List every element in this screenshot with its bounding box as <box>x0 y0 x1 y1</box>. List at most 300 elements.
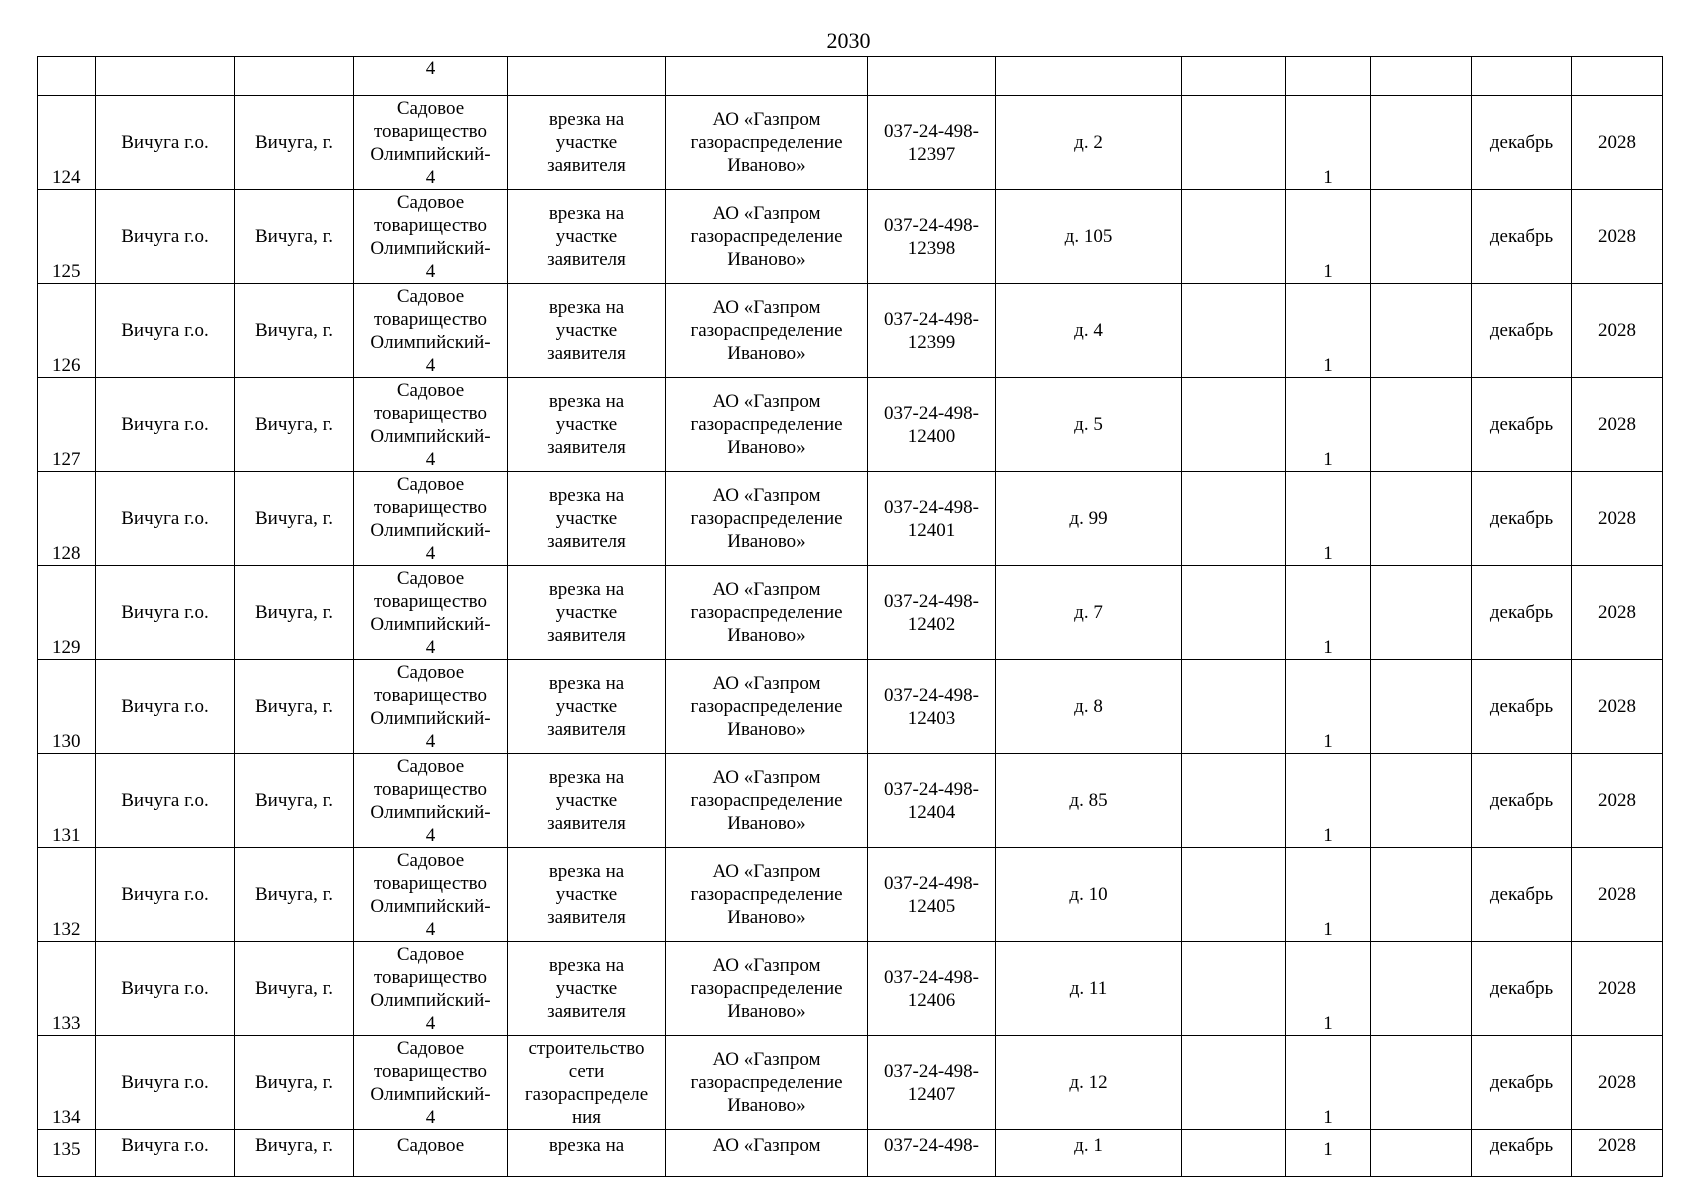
cell-year <box>1572 472 1663 566</box>
cell-year-text: 2028 <box>1598 696 1636 717</box>
cell-work <box>508 472 666 566</box>
cell-work <box>508 848 666 942</box>
cell-settlement-line: Садовое <box>396 755 465 777</box>
cell-qty-text: 1 <box>1323 919 1333 940</box>
cell-code <box>868 660 996 754</box>
cell-work-line: врезка на <box>548 109 625 130</box>
cell-year <box>1572 1130 1663 1177</box>
cell-house-text: д. 10 <box>1069 884 1108 905</box>
cell-settlement <box>354 472 508 566</box>
cell-org-line: газораспределение <box>690 884 843 905</box>
cell-empty-a <box>1182 1036 1286 1130</box>
cell-settlement-line: Садовое <box>396 849 465 871</box>
cell-work-line: врезка на <box>548 391 625 412</box>
register-table <box>37 56 1663 1177</box>
cell-org-line: АО «Газпром <box>712 1049 821 1070</box>
cell-city-text: Вичуга, г. <box>254 978 334 999</box>
cell-org-line: Иваново» <box>727 907 806 928</box>
cell-settlement-line: товарищество <box>374 778 487 800</box>
cell-empty-a <box>1182 660 1286 754</box>
cell-settlement-line: Садовое <box>396 567 465 589</box>
cell-house <box>996 848 1182 942</box>
cell-settlement-line: 4 <box>425 730 436 752</box>
cell-district-text: Вичуга г.о. <box>121 1135 209 1156</box>
cell-settlement-line: 4 <box>425 636 436 658</box>
cell-district <box>96 1130 235 1177</box>
cell-settlement-line: Олимпийский- <box>370 143 491 165</box>
cell-district <box>96 1036 235 1130</box>
cell-settlement-line: Олимпийский- <box>370 237 491 259</box>
cell-settlement <box>354 566 508 660</box>
cell-code <box>868 754 996 848</box>
table-row <box>38 566 1663 660</box>
cell-settlement <box>354 190 508 284</box>
cell-org-line: Иваново» <box>727 437 806 458</box>
cell-city <box>235 660 354 754</box>
cell-house-text: д. 2 <box>1074 132 1103 153</box>
cell-settlement <box>354 57 508 96</box>
cell-work-line: врезка на <box>548 767 625 788</box>
cell-house-text: д. 12 <box>1069 1072 1108 1093</box>
cell-work-line: участке <box>555 508 618 529</box>
cell-house <box>996 190 1182 284</box>
table-row <box>38 942 1663 1036</box>
cell-year <box>1572 942 1663 1036</box>
cell-month-text: декабрь <box>1489 696 1554 717</box>
cell-month-text: декабрь <box>1489 884 1554 905</box>
cell-month <box>1472 660 1572 754</box>
cell-city <box>235 942 354 1036</box>
cell-org-line: Иваново» <box>727 719 806 740</box>
cell-org <box>666 284 868 378</box>
cell-month <box>1472 1036 1572 1130</box>
cell-org-line: газораспределение <box>690 414 843 435</box>
cell-empty-b <box>1371 1036 1472 1130</box>
cell-settlement-line: 4 <box>425 1012 436 1034</box>
cell-num-text: 132 <box>52 919 81 940</box>
cell-district-text: Вичуга г.о. <box>121 226 209 247</box>
cell-org-line: Иваново» <box>727 625 806 646</box>
cell-code-line: 037-24-498- <box>884 684 979 706</box>
cell-district <box>96 284 235 378</box>
cell-work-line: участке <box>555 884 618 905</box>
cell-num <box>38 190 96 284</box>
cell-settlement-line: Садовое <box>396 191 465 213</box>
cell-year-text: 2028 <box>1598 1135 1636 1156</box>
cell-empty-a <box>1182 566 1286 660</box>
cell-city-text: Вичуга, г. <box>254 884 334 905</box>
cell-num <box>38 1130 96 1177</box>
cell-org <box>666 660 868 754</box>
cell-code-line: 12402 <box>907 613 956 635</box>
cell-month-text: декабрь <box>1489 978 1554 999</box>
cell-settlement-line: Олимпийский- <box>370 707 491 729</box>
cell-settlement-line: товарищество <box>374 590 487 612</box>
cell-org-line: газораспределение <box>690 320 843 341</box>
cell-house-text: д. 11 <box>1069 978 1108 999</box>
cell-settlement-line: Садовое <box>396 285 465 307</box>
cell-city-text: Вичуга, г. <box>254 414 334 435</box>
cell-work-line: заявителя <box>547 813 626 834</box>
cell-district <box>96 942 235 1036</box>
cell-qty-text: 1 <box>1323 449 1333 470</box>
cell-year <box>1572 1036 1663 1130</box>
cell-district <box>96 472 235 566</box>
cell-org-line: газораспределение <box>690 602 843 623</box>
cell-month <box>1472 848 1572 942</box>
cell-settlement <box>354 754 508 848</box>
cell-work-line: заявителя <box>547 249 626 270</box>
cell-code <box>868 190 996 284</box>
cell-district <box>96 378 235 472</box>
cell-org-line: Иваново» <box>727 343 806 364</box>
cell-settlement-text: Садовое <box>396 1135 465 1156</box>
cell-num <box>38 754 96 848</box>
cell-settlement <box>354 848 508 942</box>
cell-num <box>38 378 96 472</box>
cell-district-text: Вичуга г.о. <box>121 1072 209 1093</box>
cell-house <box>996 96 1182 190</box>
cell-settlement-line: Садовое <box>396 379 465 401</box>
cell-month <box>1472 754 1572 848</box>
cell-code-line: 12397 <box>907 143 956 165</box>
table-row <box>38 378 1663 472</box>
cell-city <box>235 472 354 566</box>
table-body <box>38 57 1663 1177</box>
table-row <box>38 96 1663 190</box>
cell-work <box>508 1130 666 1177</box>
cell-empty-b <box>1371 472 1472 566</box>
cell-num-text: 124 <box>52 167 81 188</box>
table-row <box>38 1036 1663 1130</box>
cell-house <box>996 566 1182 660</box>
cell-qty <box>1286 1036 1371 1130</box>
cell-empty-a <box>1182 848 1286 942</box>
cell-num <box>38 96 96 190</box>
cell-settlement <box>354 1130 508 1177</box>
cell-empty-b <box>1371 96 1472 190</box>
cell-house <box>996 284 1182 378</box>
cell-empty-a <box>1182 190 1286 284</box>
cell-empty-b <box>1371 378 1472 472</box>
cell-settlement-line: Олимпийский- <box>370 331 491 353</box>
cell-settlement-line: 4 <box>425 824 436 846</box>
continuation-row <box>38 57 1663 96</box>
cell-settlement <box>354 284 508 378</box>
cell-district-text: Вичуга г.о. <box>121 602 209 623</box>
cell-code-line: 037-24-498- <box>884 214 979 236</box>
cell-empty-a <box>1182 472 1286 566</box>
cell-work-line: заявителя <box>547 155 626 176</box>
cell-work-line: заявителя <box>547 1001 626 1022</box>
cell-district-text: Вичуга г.о. <box>121 696 209 717</box>
cell-year-text: 2028 <box>1598 320 1636 341</box>
cell-num <box>38 660 96 754</box>
cell-settlement-line: Олимпийский- <box>370 1083 491 1105</box>
cell-work-line: врезка на <box>548 673 625 694</box>
cell-num-text: 134 <box>52 1107 81 1128</box>
cell-year <box>1572 660 1663 754</box>
cell-settlement-line: товарищество <box>374 308 487 330</box>
cell-code-line: 037-24-498- <box>884 496 979 518</box>
cell-city-text: Вичуга, г. <box>254 696 334 717</box>
cell-qty-text: 1 <box>1323 355 1333 376</box>
cell-house <box>996 660 1182 754</box>
cell-org-line: АО «Газпром <box>712 391 821 412</box>
cell-work-text: врезка на <box>548 1135 625 1156</box>
cell-org-line: АО «Газпром <box>712 203 821 224</box>
cell-district <box>96 660 235 754</box>
cell-district <box>96 190 235 284</box>
cell-settlement <box>354 378 508 472</box>
cell-month-text: декабрь <box>1489 226 1554 247</box>
cell-work-line: врезка на <box>548 297 625 318</box>
cell-org <box>666 754 868 848</box>
cell-settlement-line: товарищество <box>374 402 487 424</box>
cell-month-text: декабрь <box>1489 602 1554 623</box>
cell-org-line: Иваново» <box>727 1095 806 1116</box>
cell-code <box>868 848 996 942</box>
cell-num-text: 129 <box>52 637 81 658</box>
cell-org-line: газораспределение <box>690 790 843 811</box>
cell-house-text: д. 4 <box>1074 320 1103 341</box>
cell-year-text: 2028 <box>1598 602 1636 623</box>
cell-code <box>868 96 996 190</box>
cell-empty-a <box>1182 942 1286 1036</box>
cell-org-line: газораспределение <box>690 978 843 999</box>
cell-city <box>235 566 354 660</box>
cell-qty <box>1286 754 1371 848</box>
cell-org <box>666 190 868 284</box>
cell-work <box>508 96 666 190</box>
cell-num <box>38 472 96 566</box>
cell-district-text: Вичуга г.о. <box>121 508 209 529</box>
cell-work-line: строительство <box>528 1037 645 1059</box>
cell-city <box>235 284 354 378</box>
cell-month-text: декабрь <box>1489 1135 1554 1156</box>
cell-empty-b <box>1371 1130 1472 1177</box>
cell-qty-text: 1 <box>1323 731 1333 752</box>
cell-org-line: Иваново» <box>727 813 806 834</box>
cell-org-line: газораспределение <box>690 132 843 153</box>
cell-code-line: 12404 <box>907 801 956 823</box>
cell-settlement-line: Олимпийский- <box>370 519 491 541</box>
cell-year-text: 2028 <box>1598 508 1636 529</box>
cell-code-line: 037-24-498- <box>884 590 979 612</box>
cell-qty <box>1286 378 1371 472</box>
cell-settlement-line: 4 <box>425 918 436 940</box>
cell-district-text: Вичуга г.о. <box>121 978 209 999</box>
cell-org <box>666 57 868 96</box>
cell-house <box>996 57 1182 96</box>
cell-code <box>868 378 996 472</box>
cell-work <box>508 754 666 848</box>
cell-empty-b <box>1371 660 1472 754</box>
page-number: 2030 <box>826 28 871 53</box>
cell-month <box>1472 566 1572 660</box>
cell-city-text: Вичуга, г. <box>254 1072 334 1093</box>
cell-year <box>1572 848 1663 942</box>
cell-city-text: Вичуга, г. <box>254 790 334 811</box>
cell-code <box>868 1036 996 1130</box>
cell-num-text: 133 <box>52 1013 81 1034</box>
cell-work-line: ния <box>571 1106 602 1128</box>
cell-code-line: 12398 <box>907 237 956 259</box>
cell-work-line: врезка на <box>548 579 625 600</box>
cell-qty <box>1286 1130 1371 1177</box>
cell-settlement-line: Садовое <box>396 473 465 495</box>
cell-city <box>235 848 354 942</box>
cell-city-text: Вичуга, г. <box>254 226 334 247</box>
cell-org-line: АО «Газпром <box>712 297 821 318</box>
cell-settlement-line: товарищество <box>374 120 487 142</box>
cell-house-text: д. 8 <box>1074 696 1103 717</box>
cell-year <box>1572 57 1663 96</box>
cell-org-line: Иваново» <box>727 155 806 176</box>
cell-year <box>1572 754 1663 848</box>
cell-house <box>996 1036 1182 1130</box>
cell-district <box>96 96 235 190</box>
cell-district-text: Вичуга г.о. <box>121 132 209 153</box>
cell-empty-a <box>1182 57 1286 96</box>
cell-work-line: сети <box>568 1060 605 1082</box>
cell-num-text: 125 <box>52 261 81 282</box>
cell-work-line: участке <box>555 602 618 623</box>
cell-work-line: заявителя <box>547 625 626 646</box>
cell-org-line: газораспределение <box>690 696 843 717</box>
cell-year-text: 2028 <box>1598 790 1636 811</box>
cell-settlement-line: 4 <box>425 166 436 188</box>
cell-year <box>1572 378 1663 472</box>
cell-work-line: заявителя <box>547 343 626 364</box>
cell-org-line: Иваново» <box>727 249 806 270</box>
cell-org-line: АО «Газпром <box>712 955 821 976</box>
cell-house-text: д. 85 <box>1069 790 1108 811</box>
cell-city-text: Вичуга, г. <box>254 320 334 341</box>
cell-num-text: 126 <box>52 355 81 376</box>
cell-month <box>1472 57 1572 96</box>
table-row-last <box>38 1130 1663 1177</box>
cell-org-line: АО «Газпром <box>712 109 821 130</box>
cell-work-line: участке <box>555 978 618 999</box>
cell-qty-text: 1 <box>1323 1013 1333 1034</box>
cell-code-line: 12403 <box>907 707 956 729</box>
cell-city <box>235 754 354 848</box>
cell-org <box>666 848 868 942</box>
cell-house <box>996 378 1182 472</box>
cell-city <box>235 1130 354 1177</box>
cell-work-line: врезка на <box>548 861 625 882</box>
cell-year-text: 2028 <box>1598 884 1636 905</box>
cell-city <box>235 57 354 96</box>
cell-work <box>508 660 666 754</box>
cell-settlement <box>354 1036 508 1130</box>
cell-district-text: Вичуга г.о. <box>121 414 209 435</box>
cell-year <box>1572 284 1663 378</box>
cell-settlement <box>354 942 508 1036</box>
cell-num <box>38 284 96 378</box>
cell-house-text: д. 5 <box>1074 414 1103 435</box>
cell-district <box>96 754 235 848</box>
cell-settlement <box>354 96 508 190</box>
table-row <box>38 848 1663 942</box>
cell-code-line: 037-24-498- <box>884 872 979 894</box>
cell-org <box>666 96 868 190</box>
cell-org <box>666 1130 868 1177</box>
cell-code <box>868 284 996 378</box>
cell-work-line: врезка на <box>548 485 625 506</box>
cell-settlement-line: Олимпийский- <box>370 989 491 1011</box>
cell-org-line: АО «Газпром <box>712 861 821 882</box>
cell-code-line: 037-24-498- <box>884 402 979 424</box>
cell-qty <box>1286 566 1371 660</box>
cell-district-text: Вичуга г.о. <box>121 884 209 905</box>
cell-work-line: участке <box>555 320 618 341</box>
cell-num <box>38 566 96 660</box>
cell-org-line: АО «Газпром <box>712 767 821 788</box>
cell-empty-a <box>1182 284 1286 378</box>
cell-house-text: д. 1 <box>1074 1135 1103 1156</box>
cell-empty-a <box>1182 96 1286 190</box>
cell-district-text: Вичуга г.о. <box>121 790 209 811</box>
cell-qty-text: 1 <box>1323 1107 1333 1128</box>
cell-empty-a <box>1182 378 1286 472</box>
cell-org-line: АО «Газпром <box>712 485 821 506</box>
cell-year-text: 2028 <box>1598 414 1636 435</box>
cell-settlement-line: товарищество <box>374 496 487 518</box>
cell-work <box>508 566 666 660</box>
cell-settlement-line: Олимпийский- <box>370 613 491 635</box>
table-row <box>38 190 1663 284</box>
cell-house <box>996 472 1182 566</box>
cell-settlement-line: Олимпийский- <box>370 895 491 917</box>
cell-num-text: 135 <box>52 1139 81 1160</box>
cell-city <box>235 378 354 472</box>
cell-month <box>1472 942 1572 1036</box>
cell-code <box>868 1130 996 1177</box>
cell-org-line: Иваново» <box>727 1001 806 1022</box>
cell-qty <box>1286 472 1371 566</box>
cell-qty-text: 1 <box>1323 1139 1333 1160</box>
cell-code-line: 12401 <box>907 519 956 541</box>
cell-house-text: д. 99 <box>1069 508 1108 529</box>
cell-settlement-line: Олимпийский- <box>370 801 491 823</box>
cell-qty-text: 1 <box>1323 167 1333 188</box>
cell-num-text: 131 <box>52 825 81 846</box>
cell-code-line: 12399 <box>907 331 956 353</box>
cell-month <box>1472 284 1572 378</box>
cell-work-line: участке <box>555 696 618 717</box>
cell-num <box>38 57 96 96</box>
cell-district <box>96 848 235 942</box>
cell-month-text: декабрь <box>1489 1072 1554 1093</box>
cell-settlement-line: 4 <box>425 354 436 376</box>
cell-num <box>38 942 96 1036</box>
cell-settlement <box>354 660 508 754</box>
cell-qty <box>1286 660 1371 754</box>
cell-month <box>1472 1130 1572 1177</box>
cell-year <box>1572 190 1663 284</box>
cell-month-text: декабрь <box>1489 508 1554 529</box>
cell-org-line: газораспределение <box>690 226 843 247</box>
cell-org-line: АО «Газпром <box>712 579 821 600</box>
cell-year-text: 2028 <box>1598 978 1636 999</box>
cell-empty-b <box>1371 754 1472 848</box>
cell-org <box>666 472 868 566</box>
cell-district <box>96 566 235 660</box>
cell-org-line: газораспределение <box>690 508 843 529</box>
cell-num <box>38 1036 96 1130</box>
